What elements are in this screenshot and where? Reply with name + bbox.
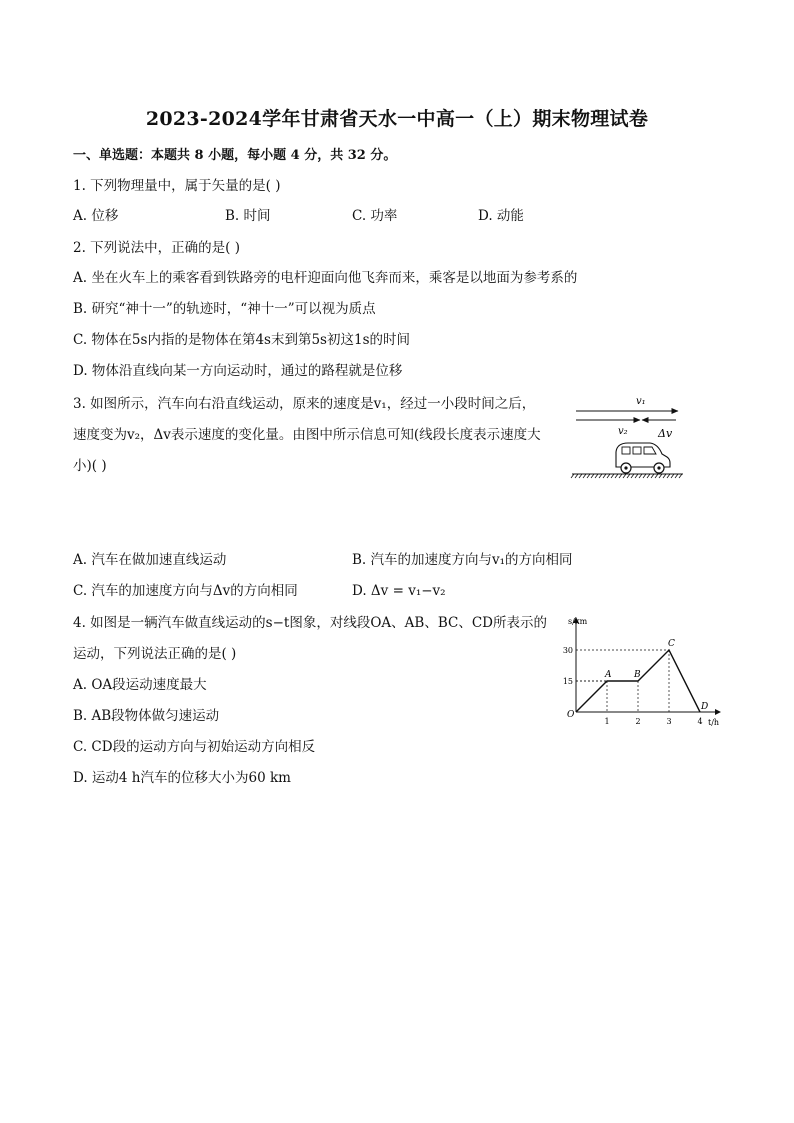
q4-stem-line1: 4. 如图是一辆汽车做直线运动的s−t图象，对线段OA、AB、BC、CD所表示的 (73, 615, 547, 631)
q3-stem-line3: 小)( ) (73, 458, 107, 474)
y-tick-label: 30 (562, 646, 573, 655)
x-axis-label: t/h (708, 718, 720, 727)
y-axis-label: s/km (568, 617, 588, 626)
ground-hatch (675, 474, 678, 478)
ground-hatch (627, 474, 630, 478)
ground-hatch (679, 474, 682, 478)
ground-hatch (643, 474, 646, 478)
x-tick-label: 1 (604, 717, 610, 726)
exam-title: 2023-2024学年甘肃省天水一中高一（上）期末物理试卷 (145, 108, 649, 130)
ground-hatch (611, 474, 614, 478)
ground-hatch (615, 474, 618, 478)
q4-option-d: D. 运动4 h汽车的位移大小为60 km (73, 770, 291, 786)
x-tick-label: 2 (635, 717, 641, 726)
q2-stem: 2. 下列说法中，正确的是( ) (73, 240, 240, 256)
ground-hatch (651, 474, 654, 478)
car-velocity-figure (570, 392, 685, 484)
ground-hatch (603, 474, 606, 478)
car-icon (616, 443, 670, 473)
q3-stem-line1: 3. 如图所示，汽车向右沿直线运动，原来的速度是v₁，经过一小段时间之后， (73, 396, 536, 412)
q2-option-d: D. 物体沿直线向某一方向运动时，通过的路程就是位移 (73, 363, 403, 379)
ground-hatch (591, 474, 594, 478)
y-tick-label: 15 (562, 677, 573, 686)
ground-hatch (667, 474, 670, 478)
q1-option-a: A. 位移 (73, 208, 119, 224)
q3-option-a: A. 汽车在做加速直线运动 (73, 552, 227, 568)
q4-stem-line2: 运动，下列说法正确的是( ) (73, 646, 237, 662)
q4-option-c: C. CD段的运动方向与初始运动方向相反 (73, 739, 316, 755)
ground-hatch (583, 474, 586, 478)
q2-option-a: A. 坐在火车上的乘客看到铁路旁的电杆迎面向他飞奔而来，乘客是以地面为参考系的 (73, 270, 578, 286)
q4-option-b: B. AB段物体做匀速运动 (73, 708, 220, 724)
dv-label: Δv (658, 427, 673, 440)
ground-hatch (595, 474, 598, 478)
ground-hatch (623, 474, 626, 478)
ground-hatch (647, 474, 650, 478)
point-label: D (701, 702, 709, 712)
ground-hatch (671, 474, 674, 478)
v2-label: v₂ (618, 426, 628, 437)
ground-hatch (635, 474, 638, 478)
q4-option-a: A. OA段运动速度最大 (73, 677, 207, 693)
point-label: C (668, 639, 675, 649)
ground-hatch (659, 474, 662, 478)
q3-option-d: D. Δv = v₁−v₂ (352, 583, 446, 599)
point-label: B (634, 670, 641, 680)
q1-option-c: C. 功率 (352, 208, 398, 224)
ground-hatch (607, 474, 610, 478)
ground-hatch (663, 474, 666, 478)
q3-option-b: B. 汽车的加速度方向与v₁的方向相同 (352, 552, 573, 568)
ground-hatch (655, 474, 658, 478)
ground-hatch (571, 474, 574, 478)
ground-hatch (587, 474, 590, 478)
x-tick-label: 4 (697, 717, 703, 726)
point-label: A (605, 670, 612, 680)
point-label: O (567, 710, 575, 720)
q2-option-b: B. 研究“神十一”的轨迹时，“神十一”可以视为质点 (73, 301, 376, 317)
q1-option-b: B. 时间 (225, 208, 271, 224)
q3-option-c: C. 汽车的加速度方向与Δv的方向相同 (73, 583, 298, 599)
ground-hatch (599, 474, 602, 478)
q2-option-c: C. 物体在5s内指的是物体在第4s末到第5s初这1s的时间 (73, 332, 410, 348)
q3-stem-line2: 速度变为v₂，Δv表示速度的变化量。由图中所示信息可知(线段长度表示速度大 (73, 427, 541, 443)
v1-label: v₁ (636, 396, 646, 407)
q1-option-d: D. 动能 (478, 208, 524, 224)
q1-stem: 1. 下列物理量中，属于矢量的是( ) (73, 178, 281, 194)
ground-hatch (631, 474, 634, 478)
section-heading: 一、单选题：本题共 8 小题，每小题 4 分，共 32 分。 (73, 148, 397, 163)
ground-hatch (619, 474, 622, 478)
x-tick-label: 3 (666, 717, 672, 726)
ground-hatch (575, 474, 578, 478)
s-t-graph (560, 612, 730, 732)
ground-hatch (639, 474, 642, 478)
ground-hatch (579, 474, 582, 478)
